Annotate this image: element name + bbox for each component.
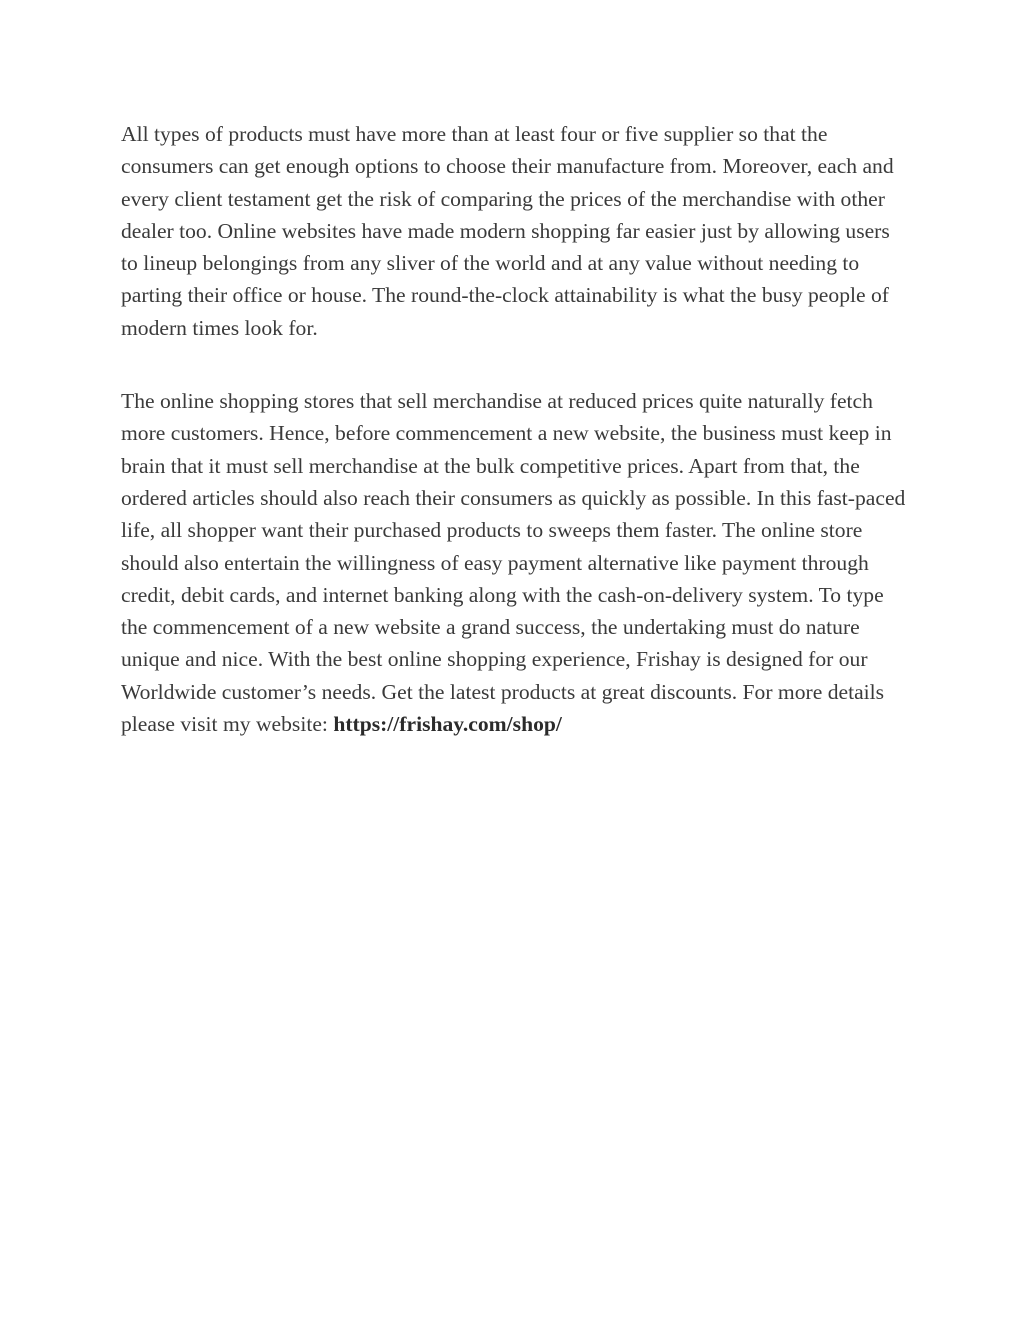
- website-link[interactable]: https://frishay.com/shop/: [333, 712, 562, 737]
- document-body: [121, 118, 911, 781]
- paragraph-2: [121, 385, 911, 740]
- paragraph-1: All types of products must have more than at least four or five supplier so that the consumers can get enough options to choose their manufacture from. Moreover, each and every client testament get the risk of comparing the prices of the merchandise with other dealer too. Online websites have made modern shopping far easier just by allowing users to lineup belongings from any sliver of the world and at any value without needing to parting their office or house. The round-the-clock attainability is what the busy people of modern times look for.: [121, 122, 894, 340]
- paragraph-2-text: The online shopping stores that sell merchandise at reduced prices quite naturally fetch more customers. Hence, before commencement a new website, the business must keep in brain that it must sell merchandise at the bulk competitive prices. Apart from that, the ordered articles should also reach their consumers as quickly as possible. In this fast-paced life, all shopper want their purchased products to sweeps them faster. The online store should also entertain the willingness of easy payment alternative like payment through credit, debit cards, and internet banking along with the cash-on-delivery system. To type the commencement of a new website a grand success, the undertaking must do nature unique and nice. With the best online shopping experience, Frishay is designed for our Worldwide customer’s needs. Get the latest products at great discounts. For more details please visit my website:: [121, 389, 906, 737]
